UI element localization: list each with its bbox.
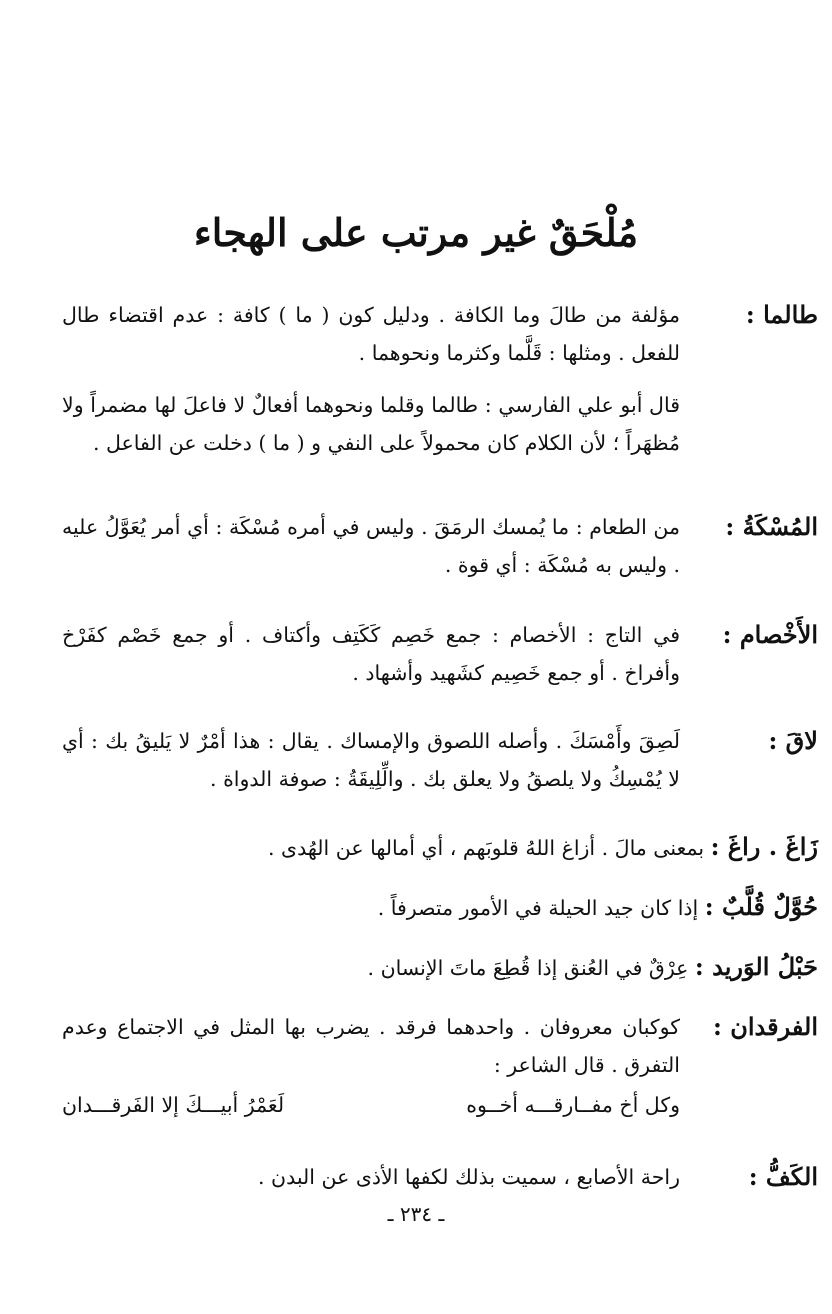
entry-head: لاقَ : xyxy=(768,726,818,755)
entry-paragraph: في التاج : الأخصام : جمع خَصِم كَكَتِف وأكتاف . أو جمع خَصْم كفَرْخ وأفراخ . أو جمع خَصِيم كشَهيد وأشهاد . xyxy=(62,623,680,685)
entry-body xyxy=(62,616,680,692)
entry-head: الأَخْصام : xyxy=(722,620,818,649)
entry-body xyxy=(62,1158,680,1196)
entry-al-akhsam xyxy=(62,616,818,692)
entry-body xyxy=(62,508,680,584)
verse-first-hemistich: وكل أخ مفــارقـــه أخــوه xyxy=(466,1093,680,1117)
entry-paragraph: راحة الأصابع ، سميت بذلك لكفها الأذى عن البدن . xyxy=(257,1165,680,1189)
entry-paragraph: مؤلفة من طالَ وما الكافة . ودليل كون ( ما ) كافة : عدم اقتضاء طال للفعل . ومثلها : قَلَّما وكثرما ونحوهما . xyxy=(62,303,680,365)
entry-al-kaff xyxy=(62,1158,818,1196)
entry-al-muska xyxy=(62,508,818,584)
page-title: مُلْحَقٌ غير مرتب على الهجاء xyxy=(193,210,639,255)
entry-huwwal-qullab xyxy=(62,888,818,927)
poem-verse xyxy=(62,1086,818,1124)
entry-head: زَاغَ . راغَ : xyxy=(710,832,818,861)
entry-head: الفرقدان : xyxy=(713,1012,818,1041)
entry-body xyxy=(62,296,680,462)
entry-head: المُسْكَةُ : xyxy=(725,512,818,541)
entry-habl-al-warid xyxy=(62,948,818,987)
entry-paragraph: كوكبان معروفان . واحدهما فرقد . يضرب بها المثل في الاجتماع وعدم التفرق . قال الشاعر : xyxy=(62,1015,680,1077)
entry-text: إذا كان جيد الحيلة في الأمور متصرفاً . xyxy=(377,896,699,920)
entry-line xyxy=(62,948,818,987)
entry-line xyxy=(62,828,818,867)
entry-text: بمعنى مالَ . أزاغ اللهُ قلوبَهم ، أي أمالها عن الهُدى . xyxy=(268,836,705,860)
verse-second-hemistich: لَعَمْرُ أبيـــكَ إلا الفَرقـــدان xyxy=(62,1093,285,1117)
entry-talama xyxy=(62,296,818,462)
entry-paragraph: لَصِقَ وأَمْسَكَ . وأصله اللصوق والإمساك . يقال : هذا أمْرٌ لا يَليقُ بك : أي لا يُمْسِكُ ولا يلصقُ ولا يعلق بك . والِّلِيقَةُ : صوفة الدواة . xyxy=(62,729,680,791)
entry-al-farqadan xyxy=(62,1008,818,1124)
entry-body xyxy=(62,1008,680,1084)
entry-head: طالما : xyxy=(745,300,818,329)
page-number: ـ ٢٣٤ ـ xyxy=(387,1202,445,1226)
entry-head: حُوَّلٌ قُلَّبٌ : xyxy=(704,892,818,921)
entry-head: حَبْلُ الوَريد : xyxy=(694,952,818,981)
entry-paragraph: قال أبو علي الفارسي : طالما وقلما ونحوهما أفعالٌ لا فاعلَ لها مضمراً ولا مُظهَراً ؛ لأن الكلام كان محمولاً على النفي و ( ما ) دخلت عن الفاعل . xyxy=(62,393,680,455)
entry-head: الكَفُّ : xyxy=(748,1162,818,1191)
entry-laqa xyxy=(62,722,818,798)
entry-zagha-ragha xyxy=(62,828,818,867)
entry-line xyxy=(62,888,818,927)
entry-paragraph: من الطعام : ما يُمسك الرمَقَ . وليس في أمره مُسْكَة : أي أمر يُعَوَّلُ عليه . وليس به مُسْكَة : أي قوة . xyxy=(62,515,680,577)
entry-text: عِرْقٌ في العُنق إذا قُطِعَ ماتَ الإنسان . xyxy=(367,956,689,980)
entry-body xyxy=(62,722,680,798)
